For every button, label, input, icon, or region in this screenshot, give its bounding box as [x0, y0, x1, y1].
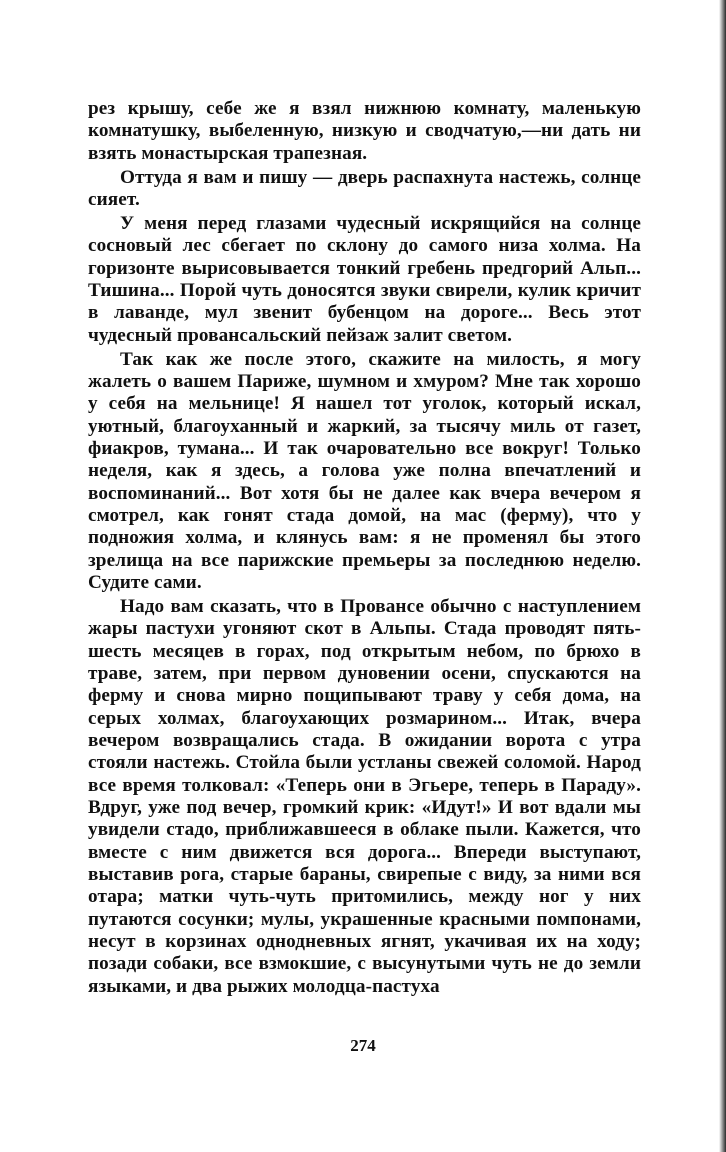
paragraph-landscape: У меня перед глазами чудесный искрящийся на солнце сосновый лес сбегает по склону до самого низа холма. На горизонте вырисовывается тонкий гребень предгорий Альп... Тишина... Порой чуть доносятся звуки свирели, кулик кричит в лаванде, мул звенит бубенцом на дороге... Весь этот чудесный провансальский пейзаж залит светом. [88, 212, 641, 346]
paragraph-paris: Так как же после этого, скажите на милость, я могу жалеть о вашем Париже, шумном и хмуром? Мне так хорошо у себя на мельнице! Я нашел тот уголок, который искал, уютный, благоуханный и жаркий, за тысячу миль от газет, фиакров, тумана... И так очаровательно все вокруг! Только неделя, как я здесь, а голова уже полна впечатлений и воспоминаний... Вот хотя бы не далее как вчера вечером я смотрел, как гонят стада домой, на мас (ферму), что у подножия холма, и клянусь вам: я не променял бы этого зрелища на все парижские премьеры за последнюю неделю. Судите сами. [88, 348, 641, 593]
page-edge-shadow [719, 0, 726, 1152]
paragraph-flocks: Надо вам сказать, что в Провансе обычно с наступлением жары пастухи угоняют скот в Альпы. Стада проводят пять-шесть месяцев в горах, под открытым небом, по брюхо в траве, затем, при первом дуновении осени, спускаются на ферму и снова мирно пощипывают траву у себя дома, на серых холмах, благоухающих розмарином... Итак, вчера вечером возвращались стада. В ожидании ворота с утра стояли настежь. Стойла были устланы свежей соломой. Народ все время толковал: «Теперь они в Эгьере, теперь в Параду». Вдруг, уже под вечер, громкий крик: «Идут!» И вот вдали мы увидели стадо, приближавшееся в облаке пыли. Кажется, что вместе с ним движется вся дорога... Впереди выступают, выставив рога, старые бараны, свирепые с виду, за ними вся отара; матки чуть-чуть притомились, между ног у них путаются сосунки; мулы, украшенные красными помпонами, несут в корзинах однодневных ягнят, укачивая их на ходу; позади собаки, все взмокшие, с высунутыми чуть не до земли языками, и два рыжих молодца-пастуха [88, 595, 641, 997]
paragraph-continuation: рез крышу, себе же я взял нижнюю комнату, маленькую комнатушку, выбеленную, низкую и сводчатую,—ни дать ни взять монастырская трапезная. [88, 98, 641, 164]
paragraph-writing-from-mill: Оттуда я вам и пишу — дверь распахнута настежь, солнце сияет. [88, 166, 641, 210]
page-number: 274 [350, 1036, 376, 1055]
page-text [88, 98, 641, 1000]
